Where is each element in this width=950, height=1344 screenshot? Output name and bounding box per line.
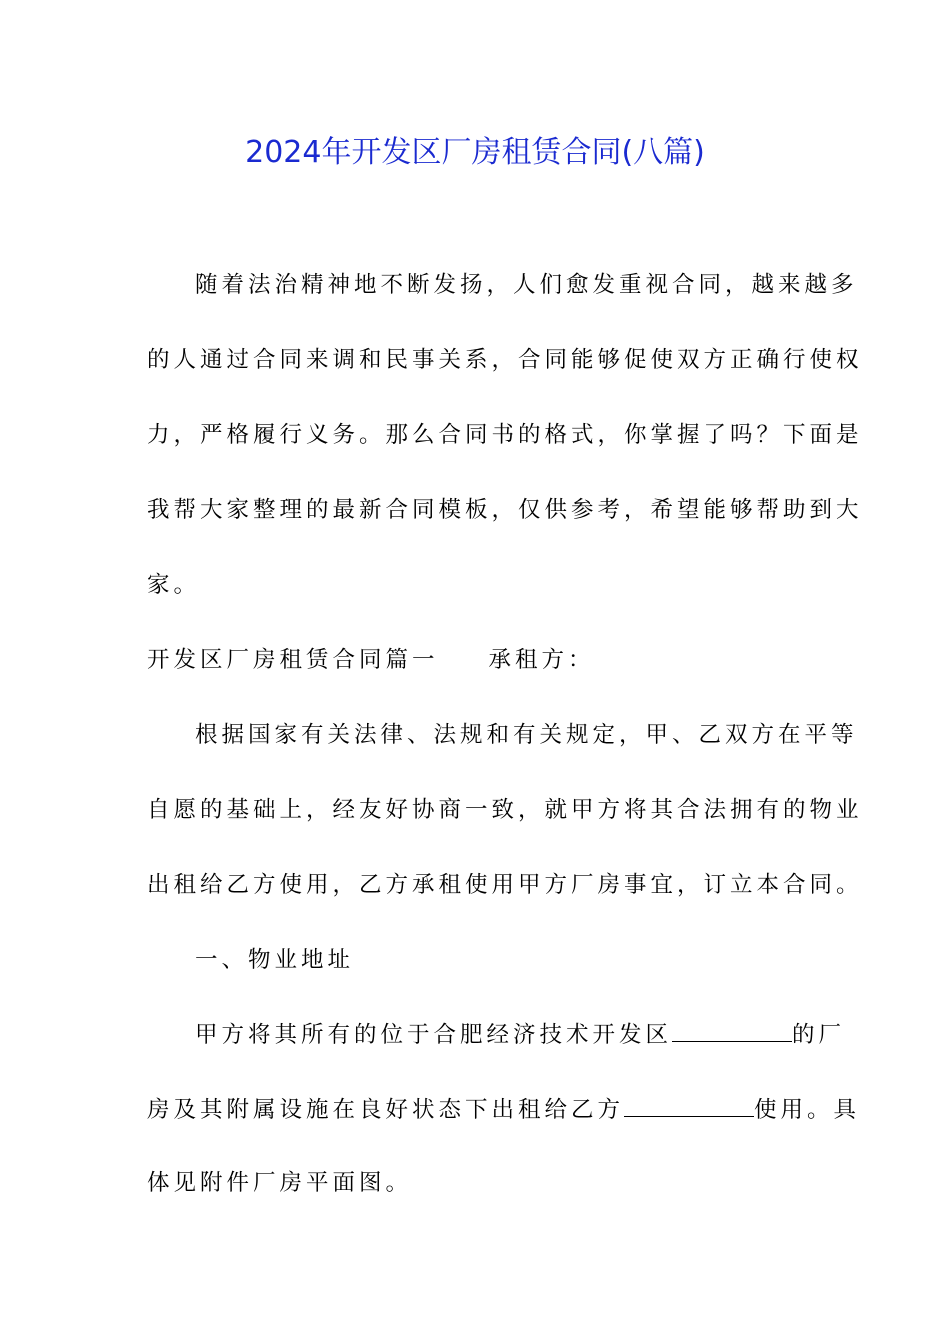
- intro-line-4: 我帮大家整理的最新合同模板，仅供参考，希望能够帮助到大: [147, 497, 863, 523]
- intro-line-1: 随着法治精神地不断发扬，人们愈发重视合同，越来越多: [195, 272, 858, 298]
- basis-line-3: 出租给乙方使用，乙方承租使用甲方厂房事宜，订立本合同。: [147, 872, 863, 898]
- clause-line-2-text-b: 使用。具: [754, 1097, 861, 1123]
- clause-heading: 一、物业地址: [195, 947, 355, 973]
- lessee-label: 承租方：: [488, 647, 595, 673]
- address-blank: [672, 1021, 792, 1042]
- clause-line-1: [195, 1020, 845, 1050]
- intro-line-2: 的人通过合同来调和民事关系，合同能够促使双方正确行使权: [147, 347, 863, 373]
- clause-line-3: 体见附件厂房平面图。: [147, 1170, 413, 1196]
- section-heading-row: [147, 645, 595, 675]
- clause-line-2: [147, 1095, 860, 1125]
- basis-line-2: 自愿的基础上，经友好协商一致，就甲方将其合法拥有的物业: [147, 797, 863, 823]
- clause-line-1-text-b: 的厂: [792, 1022, 846, 1048]
- section-heading: 开发区厂房租赁合同篇一: [147, 647, 439, 673]
- basis-line-1: 根据国家有关法律、法规和有关规定，甲、乙双方在平等: [195, 722, 858, 748]
- clause-line-1-text-a: 甲方将其所有的位于合肥经济技术开发区: [195, 1022, 673, 1048]
- intro-line-5: 家。: [147, 572, 201, 598]
- lessee-blank: [624, 1096, 754, 1117]
- intro-line-3: 力，严格履行义务。那么合同书的格式，你掌握了吗？下面是: [147, 422, 863, 448]
- clause-line-2-text-a: 房及其附属设施在良好状态下出租给乙方: [147, 1097, 625, 1123]
- document-title: 2024年开发区厂房租赁合同(八篇): [245, 135, 705, 170]
